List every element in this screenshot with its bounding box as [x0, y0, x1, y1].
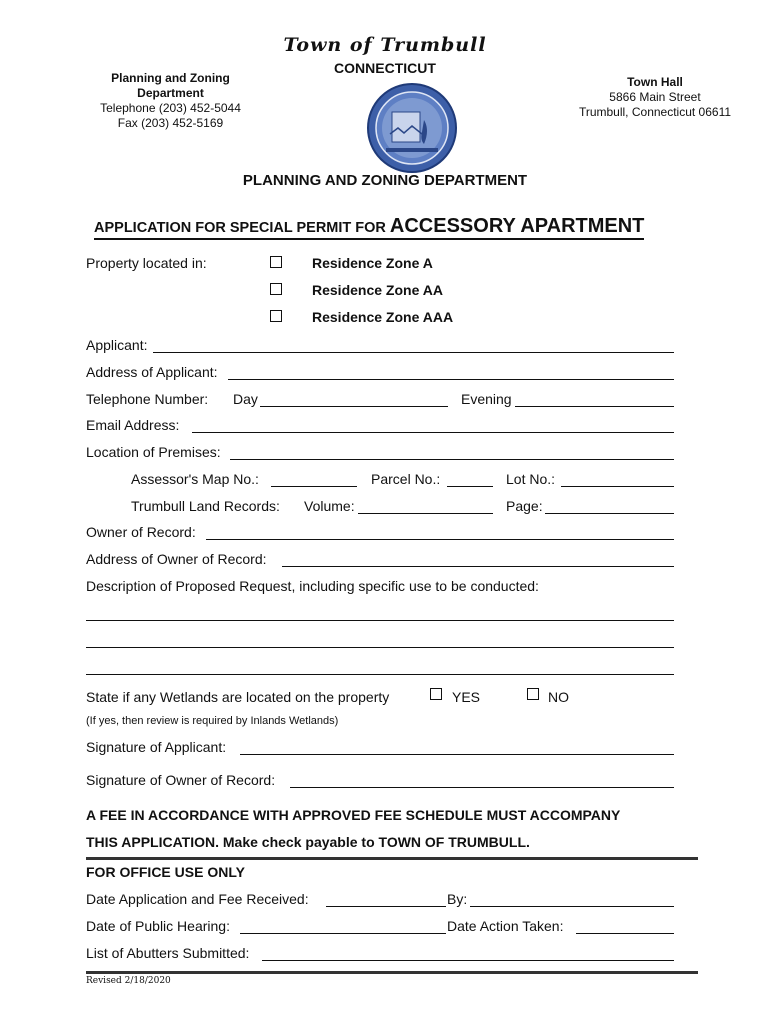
application-title — [94, 216, 644, 240]
telephone-label: Telephone Number: — [86, 391, 209, 407]
wetlands-no-checkbox[interactable] — [527, 688, 539, 700]
zone-aa-label: Residence Zone AA — [312, 282, 443, 298]
owner-address-label: Address of Owner of Record: — [86, 551, 267, 567]
abutters-field[interactable] — [262, 960, 674, 961]
action-taken-field[interactable] — [576, 933, 674, 934]
office-divider-top — [86, 857, 698, 860]
dept-fax: Fax (203) 452-5169 — [117, 116, 224, 130]
applicant-address-field[interactable] — [228, 379, 674, 380]
town-hall-block — [570, 75, 740, 120]
title-prefix: APPLICATION FOR SPECIAL PERMIT FOR — [94, 220, 390, 236]
abutters-label: List of Abutters Submitted: — [86, 945, 250, 961]
parcel-field[interactable] — [447, 486, 493, 487]
page-label: Page: — [506, 498, 543, 514]
wetlands-question: State if any Wetlands are located on the property — [86, 689, 390, 705]
zone-aa-checkbox[interactable] — [270, 283, 282, 295]
office-use-heading: FOR OFFICE USE ONLY — [86, 864, 245, 880]
applicant-signature-label: Signature of Applicant: — [86, 739, 227, 755]
assessor-map-label: Assessor's Map No.: — [131, 471, 259, 487]
applicant-address-label: Address of Applicant: — [86, 364, 218, 380]
zone-a-label: Residence Zone A — [312, 255, 433, 271]
town-hall-title: Town Hall — [627, 75, 683, 89]
description-line-3[interactable] — [86, 674, 674, 675]
lot-label: Lot No.: — [506, 471, 556, 487]
email-label: Email Address: — [86, 417, 180, 433]
email-field[interactable] — [192, 432, 674, 433]
received-by-label: By: — [447, 891, 468, 907]
evening-phone-field[interactable] — [515, 406, 674, 407]
fee-notice-line1: A FEE IN ACCORDANCE WITH APPROVED FEE SCHEDULE MUST ACCOMPANY — [86, 807, 621, 823]
state-name: CONNECTICUT — [334, 60, 436, 76]
applicant-field[interactable] — [153, 352, 674, 353]
day-label: Day — [233, 391, 258, 407]
owner-field[interactable] — [206, 539, 674, 540]
lot-field[interactable] — [561, 486, 674, 487]
dept-telephone: Telephone (203) 452-5044 — [100, 101, 241, 115]
page-field[interactable] — [545, 513, 674, 514]
fee-notice-line2: THIS APPLICATION. Make check payable to TOWN OF TRUMBULL. — [86, 834, 530, 850]
zone-aaa-checkbox[interactable] — [270, 310, 282, 322]
town-name: Town of Trumbull — [283, 34, 487, 56]
land-records-label: Trumbull Land Records: — [131, 498, 280, 514]
owner-label: Owner of Record: — [86, 524, 196, 540]
description-line-1[interactable] — [86, 620, 674, 621]
department-heading: PLANNING AND ZONING DEPARTMENT — [242, 172, 528, 189]
title-emphasis: ACCESSORY APARTMENT — [389, 215, 645, 237]
public-hearing-field[interactable] — [240, 933, 446, 934]
wetlands-yes-checkbox[interactable] — [430, 688, 442, 700]
dept-name-line1: Planning and Zoning — [111, 71, 230, 85]
action-taken-label: Date Action Taken: — [447, 918, 564, 934]
owner-signature-label: Signature of Owner of Record: — [86, 772, 276, 788]
evening-label: Evening — [461, 391, 512, 407]
wetlands-note: (If yes, then review is required by Inlands Wetlands) — [86, 715, 339, 727]
location-field[interactable] — [230, 459, 674, 460]
description-line-2[interactable] — [86, 647, 674, 648]
description-label: Description of Proposed Request, including specific use to be conducted: — [86, 578, 539, 594]
town-hall-city: Trumbull, Connecticut 06611 — [578, 105, 732, 119]
dept-contact-block — [88, 71, 253, 131]
zone-a-checkbox[interactable] — [270, 256, 282, 268]
wetlands-no-label: NO — [548, 689, 569, 705]
day-phone-field[interactable] — [260, 406, 448, 407]
owner-signature-field[interactable] — [290, 787, 674, 788]
received-by-field[interactable] — [470, 906, 674, 907]
dept-name-line2: Department — [137, 86, 204, 100]
date-received-label: Date Application and Fee Received: — [86, 891, 309, 907]
volume-label: Volume: — [304, 498, 355, 514]
parcel-label: Parcel No.: — [371, 471, 441, 487]
zone-aaa-label: Residence Zone AAA — [312, 309, 454, 325]
applicant-signature-field[interactable] — [240, 754, 674, 755]
wetlands-yes-label: YES — [452, 689, 481, 705]
assessor-map-field[interactable] — [271, 486, 357, 487]
property-location-label: Property located in: — [86, 255, 207, 271]
applicant-label: Applicant: — [86, 337, 148, 353]
town-hall-street: 5866 Main Street — [609, 90, 701, 104]
location-label: Location of Premises: — [86, 444, 221, 460]
public-hearing-label: Date of Public Hearing: — [86, 918, 230, 934]
volume-field[interactable] — [358, 513, 493, 514]
town-seal-icon — [366, 82, 458, 179]
date-received-field[interactable] — [326, 906, 446, 907]
office-divider-bottom — [86, 971, 698, 974]
owner-address-field[interactable] — [282, 566, 674, 567]
revised-date: Revised 2/18/2020 — [86, 976, 171, 986]
